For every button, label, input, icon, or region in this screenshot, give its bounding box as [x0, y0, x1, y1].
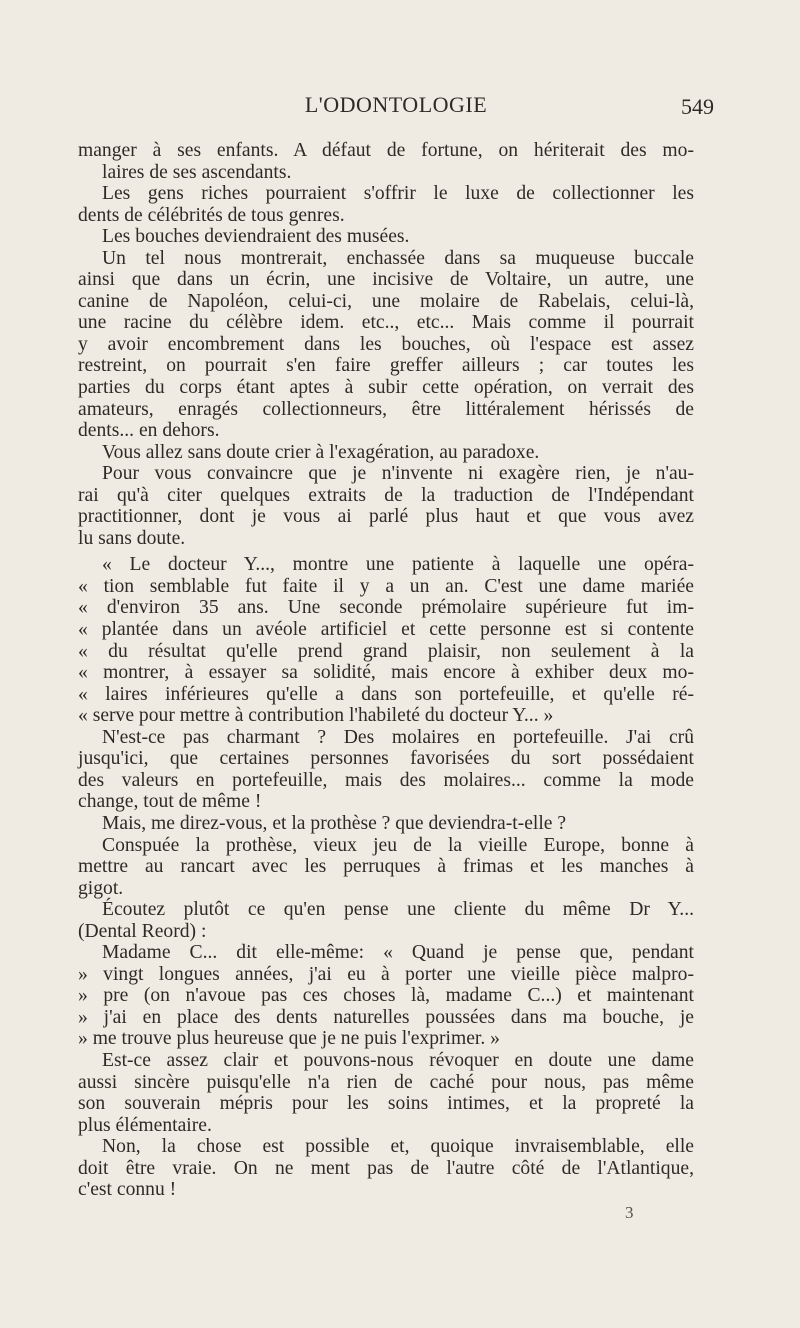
- signature-mark: 3: [625, 1203, 634, 1222]
- text-line: canine de Napoléon, celui-ci, une molaire de Rabelais, celui-là,: [78, 290, 694, 312]
- quote-line: « laires inférieures qu'elle a dans son portefeuille, et qu'elle ré-: [78, 683, 694, 705]
- text-line: Mais, me direz-vous, et la prothèse ? que deviendra-t-elle ?: [102, 812, 567, 834]
- text-line: amateurs, enragés collectionneurs, être littéralement hérissés de: [78, 398, 694, 420]
- text-line: Écoutez plutôt ce qu'en pense une cliente du même Dr Y...: [102, 899, 694, 921]
- quote-line: « montrer, à essayer sa solidité, mais encore à exhiber deux mo-: [78, 662, 694, 684]
- text-line: Conspuée la prothèse, vieux jeu de la vieille Europe, bonne à: [102, 834, 694, 856]
- text-line: Est-ce assez clair et pouvons-nous révoquer en doute une dame: [102, 1049, 694, 1071]
- quote-line: Madame C... dit elle-même: « Quand je pense que, pendant: [102, 942, 694, 964]
- text-line: une racine du célèbre idem. etc.., etc... Mais comme il pourrait: [78, 312, 694, 334]
- text-line: ainsi que dans un écrin, une incisive de Voltaire, un autre, une: [78, 269, 694, 291]
- quote-line: » me trouve plus heureuse que je ne puis l'exprimer. »: [78, 1028, 500, 1050]
- text-line: des valeurs en portefeuille, mais des molaires... comme la mode: [78, 769, 694, 791]
- text-line: Un tel nous montrerait, enchassée dans sa muqueuse buccale: [102, 247, 694, 269]
- text-line: rai qu'à citer quelques extraits de la traduction de l'Indépendant: [78, 484, 694, 506]
- text-line: plus élémentaire.: [78, 1114, 212, 1136]
- text-line: Vous allez sans doute crier à l'exagération, au paradoxe.: [102, 441, 540, 463]
- quote-line: « d'environ 35 ans. Une seconde prémolaire supérieure fut im-: [78, 597, 694, 619]
- text-line: lu sans doute.: [78, 527, 186, 549]
- quote-line: « plantée dans un avéole artificiel et cette personne est si contente: [78, 619, 694, 641]
- quote-line: » vingt longues années, j'ai eu à porter une vieille pièce malpro-: [78, 963, 694, 985]
- page-header: [78, 92, 714, 122]
- text-line: N'est-ce pas charmant ? Des molaires en portefeuille. J'ai crû: [102, 726, 694, 748]
- text-line: Les bouches deviendraient des musées.: [102, 226, 410, 248]
- text-line: Non, la chose est possible et, quoique invraisemblable, elle: [102, 1136, 694, 1158]
- quote-line: » pre (on n'avoue pas ces choses là, madame C...) et maintenant: [78, 985, 694, 1007]
- text-line: y avoir encombrement dans les bouches, où l'espace est assez: [78, 333, 694, 355]
- text-line: practitionner, dont je vous ai parlé plus haut et que vous avez: [78, 506, 694, 528]
- text-line: (Dental Reord) :: [78, 920, 207, 942]
- text-line: Les gens riches pourraient s'offrir le luxe de collectionner les: [102, 183, 694, 205]
- text-line: parties du corps étant aptes à subir cette opération, on verrait des: [78, 377, 694, 399]
- text-line: manger à ses enfants. A défaut de fortune, on hériterait des mo-: [78, 140, 694, 161]
- text-line: jusqu'ici, que certaines personnes favorisées du sort possédaient: [78, 748, 694, 770]
- text-line: laires de ses ascendants.: [102, 161, 292, 183]
- text-line: dents... en dehors.: [78, 420, 220, 442]
- body-text: [78, 140, 694, 1201]
- text-line: Pour vous convaincre que je n'invente ni exagère rien, je n'au-: [102, 463, 694, 485]
- text-line: mettre au rancart avec les perruques à frimas et les manches à: [78, 856, 694, 878]
- quote-line: « serve pour mettre à contribution l'habileté du docteur Y... »: [78, 705, 554, 727]
- page-number: 549: [681, 94, 714, 119]
- quote-line: « tion semblable fut faite il y a un an. C'est une dame mariée: [78, 575, 694, 597]
- quote-line: « Le docteur Y..., montre une patiente à laquelle une opéra-: [102, 554, 694, 576]
- running-title: L'ODONTOLOGIE: [304, 92, 488, 117]
- quote-line: « du résultat qu'elle prend grand plaisir, non seulement à la: [78, 640, 694, 662]
- text-line: c'est connu !: [78, 1179, 177, 1201]
- text-line: change, tout de même !: [78, 791, 262, 813]
- quote-line: » j'ai en place des dents naturelles poussées dans ma bouche, je: [78, 1006, 694, 1028]
- text-line: son souverain mépris pour les soins intimes, et la propreté la: [78, 1093, 694, 1115]
- text-line: gigot.: [78, 877, 124, 899]
- text-line: restreint, on pourrait s'en faire greffer ailleurs ; car toutes les: [78, 355, 694, 377]
- text-line: aussi sincère puisqu'elle n'a rien de caché pour nous, pas même: [78, 1071, 694, 1093]
- text-line: doit être vraie. On ne ment pas de l'autre côté de l'Atlantique,: [78, 1157, 694, 1179]
- text-line: dents de célébrités de tous genres.: [78, 204, 345, 226]
